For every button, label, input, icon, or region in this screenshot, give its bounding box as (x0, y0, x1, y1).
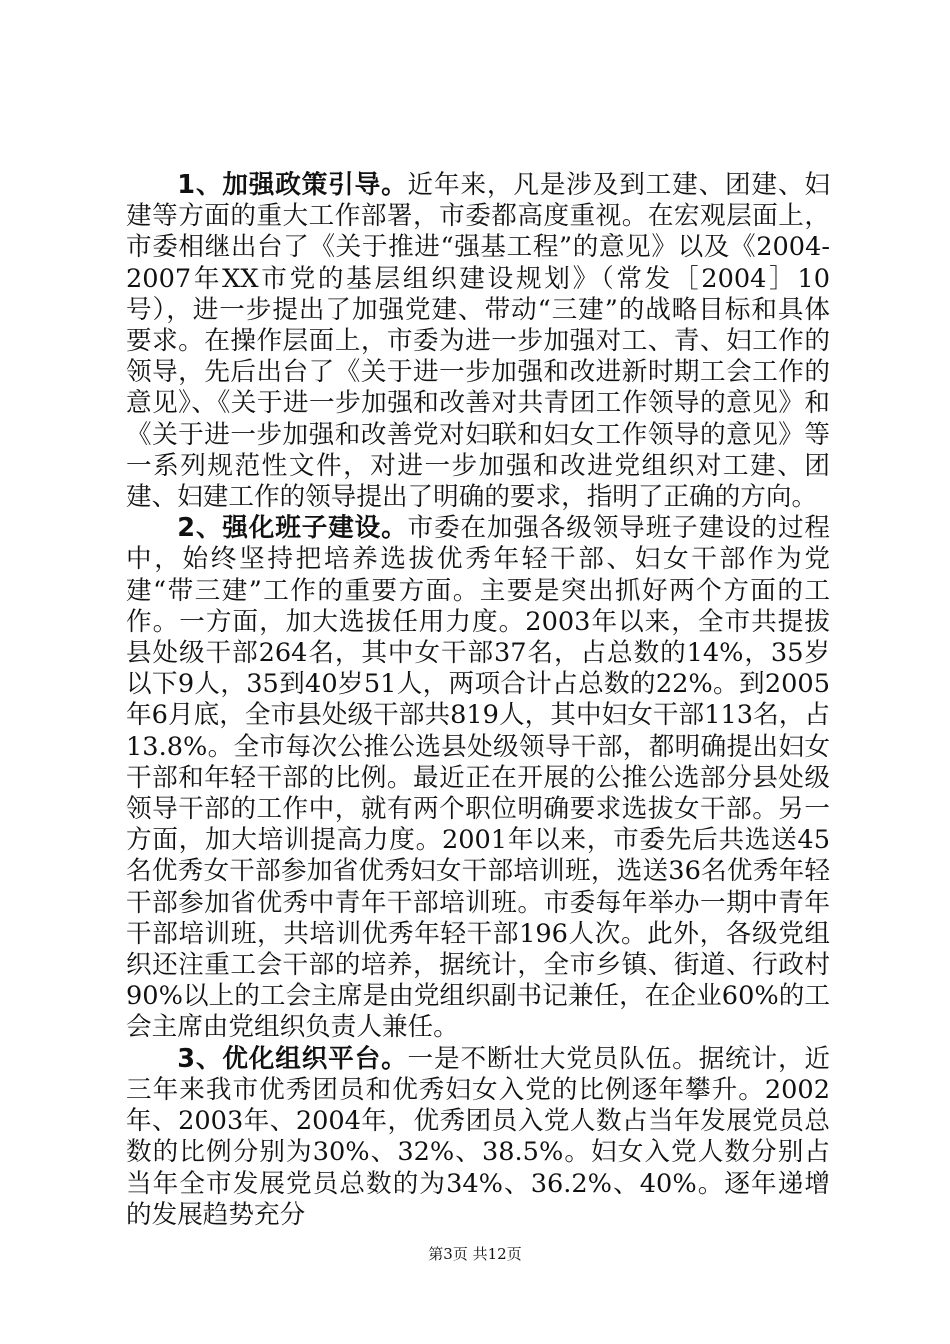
page-footer (0, 1243, 950, 1264)
paragraph-heading: 1、加强政策引导。 (177, 170, 408, 200)
paragraph-heading: 2、强化班子建设。 (177, 513, 408, 544)
paragraph-policy-guidance (126, 170, 830, 513)
paragraph-text: 近年来，凡是涉及到工建、团建、妇建等方面的重大工作部署，市委都高度重视。在宏观层面上，市委相继出台了《关于推进“强基工程”的意见》以及《2004-2007年XX市党的基层组织建设规划》（常发［2004］10号），进一步提出了加强党建、带动“三建”的战略目标和具体要求。在操作层面上，市委为进一步加强对工、青、妇工作的领导，先后出台了《关于进一步加强和改进新时期工会工作的意见》、《关于进一步加强和改善对共青团工作领导的意见》和《关于进一步加强和改善党对妇联和妇女工作领导的意见》等一系列规范性文件，对进一步加强和改进党组织对工建、团建、妇建工作的领导提出了明确的要求，指明了正确的方向。 (126, 170, 830, 513)
page-number-label: 第3页 共12页 (428, 1245, 522, 1263)
paragraph-text: 市委在加强各级领导班子建设的过程中，始终坚持把培养选拔优秀年轻干部、妇女干部作为党建“带三建”工作的重要方面。主要是突出抓好两个方面的工作。一方面，加大选拔任用力度。2003年以来，全市共提拔县处级干部264名，其中女干部37名，占总数的14%，35岁以下9人，35到40岁51人，两项合计占总数的22%。到2005年6月底，全市县处级干部共819人，其中妇女干部113名，占13.8%。全市每次公推公选县处级领导干部，都明确提出妇女干部和年轻干部的比例。最近正在开展的公推公选部分县处级领导干部的工作中，就有两个职位明确要求选拔女干部。另一方面，加大培训提高力度。2001年以来，市委先后共选送45名优秀女干部参加省优秀妇女干部培训班，选送36名优秀年轻干部参加省优秀中青年干部培训班。市委每年举办一期中青年干部培训班，共培训优秀年轻干部196人次。此外，各级党组织还注重工会干部的培养，据统计，全市乡镇、街道、行政村90%以上的工会主席是由党组织副书记兼任，在企业60%的工会主席由党组织负责人兼任。 (126, 513, 830, 1043)
paragraph-team-building (126, 513, 830, 1043)
paragraph-text: 一是不断壮大党员队伍。据统计，近三年来我市优秀团员和优秀妇女入党的比例逐年攀升。2002年、2003年、2004年，优秀团员入党人数占当年发展党员总数的比例分别为30%、32%、38.5%。妇女入党人数分别占当年全市发展党员总数的为34%、36.2%、40%。逐年递增的发展趋势充分 (126, 1043, 830, 1230)
paragraph-organization-platform (126, 1044, 830, 1231)
document-body (126, 170, 830, 1231)
paragraph-heading: 3、优化组织平台。 (177, 1043, 408, 1074)
